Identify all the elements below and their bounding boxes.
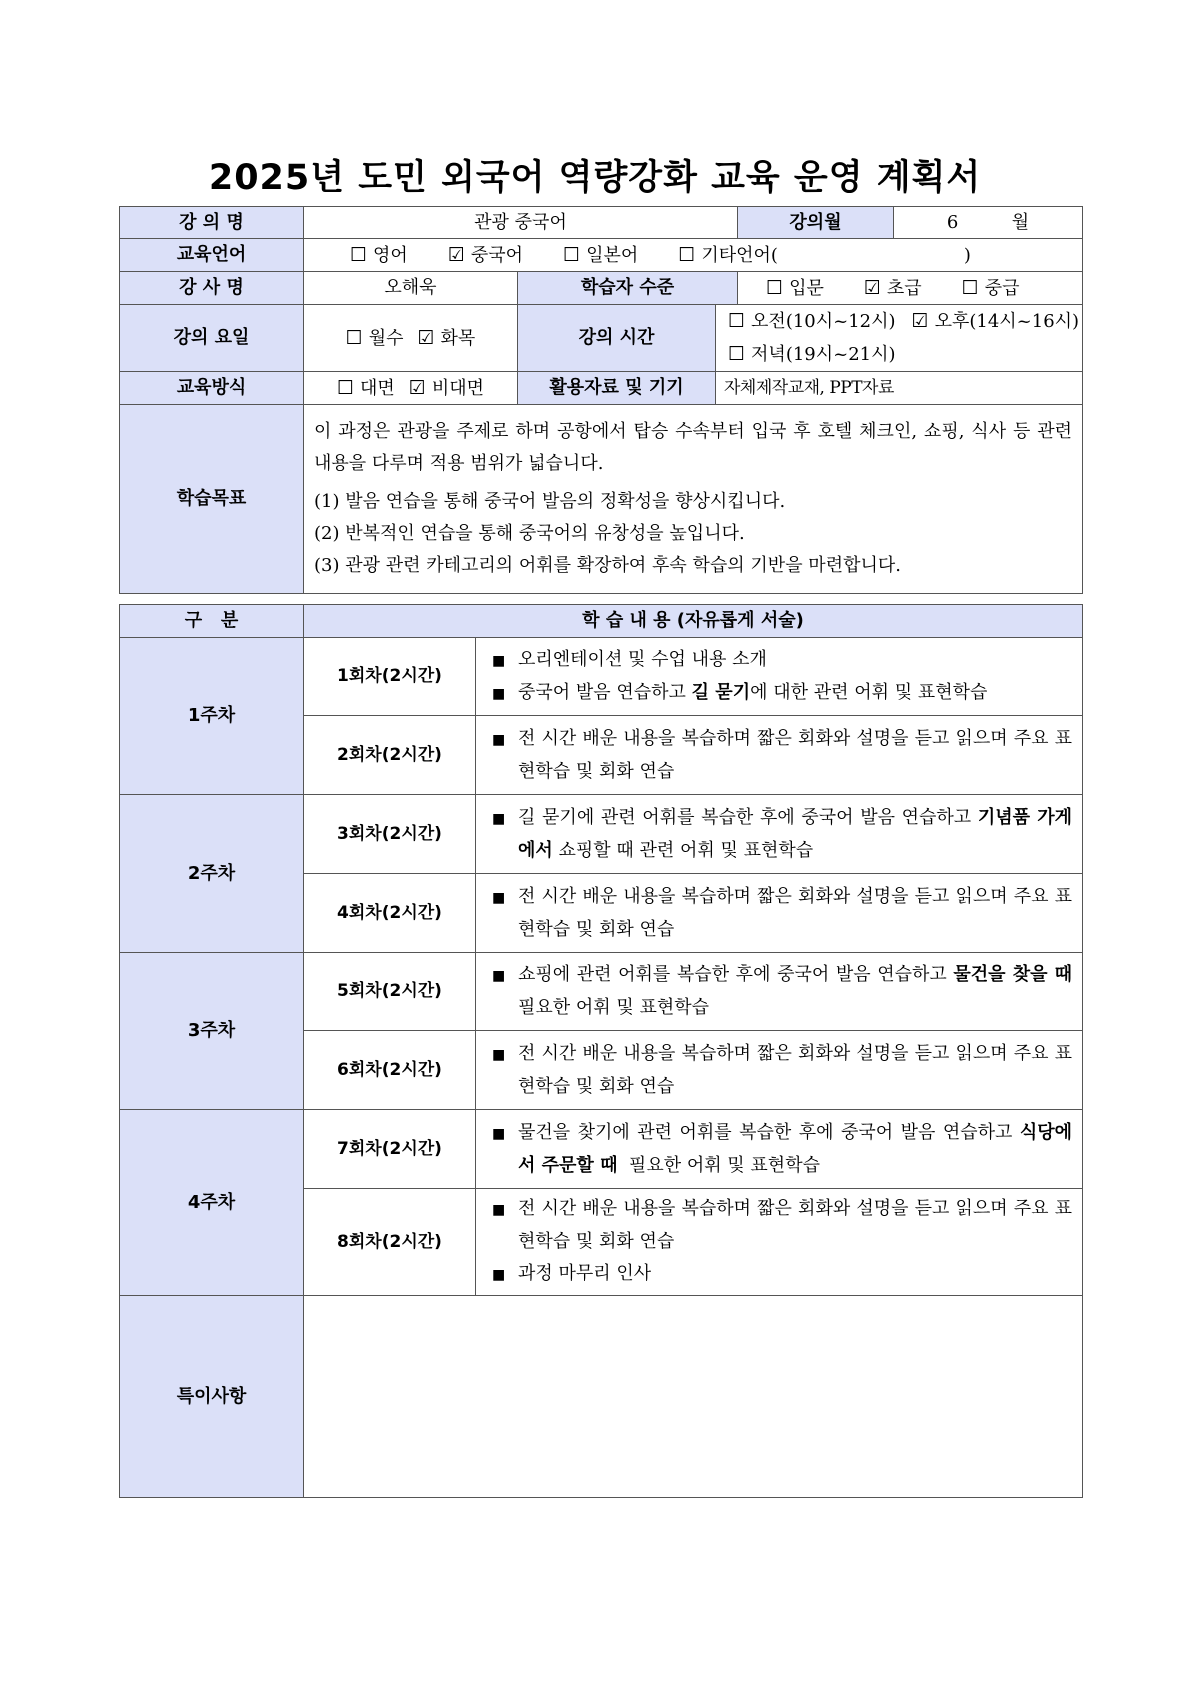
languages-option[interactable] [448, 244, 523, 267]
times-option[interactable] [912, 305, 1080, 338]
session-label: 5회차(2시간) [304, 953, 476, 1031]
content-text: 전 시간 배운 내용을 복습하며 짧은 회화와 설명을 듣고 읽으며 주요 표현학습 및 회화 연습 [518, 885, 1073, 940]
session-content [476, 795, 1083, 874]
instructor-label: 강 사 명 [120, 272, 304, 305]
square-bullet-icon: ■ [492, 731, 506, 748]
course-name-label: 강 의 명 [120, 207, 304, 239]
content-emphasis: 식당에서 주문할 때 [518, 1121, 1073, 1176]
goal-item: (1) 발음 연습을 통해 중국어 발음의 정확성을 향상시킵니다. [314, 491, 786, 512]
checked-box-icon[interactable]: ☑ [863, 276, 881, 299]
days-label: 강의 요일 [120, 305, 304, 372]
month-number: 6 [946, 211, 959, 233]
content-text: 과정 마무리 인사 [518, 1263, 652, 1284]
session-content [476, 874, 1083, 953]
days-option-label: 화목 [440, 327, 476, 349]
days-option[interactable] [418, 327, 476, 350]
session-label: 8회차(2시간) [304, 1189, 476, 1296]
languages-option[interactable] [350, 244, 408, 267]
content-text: 길 묻기에 관련 어휘를 복습한 후에 중국어 발음 연습하고 [518, 806, 978, 828]
methods-option-label: 비대면 [431, 377, 485, 399]
unchecked-box-icon[interactable]: ☐ [336, 376, 355, 399]
content-bullet-item [476, 959, 1082, 1024]
unchecked-box-icon[interactable]: ☐ [350, 243, 368, 266]
content-bullet-item [476, 1117, 1082, 1182]
languages-option[interactable] [563, 244, 638, 267]
levels-option[interactable] [962, 277, 1020, 300]
time-options [716, 305, 1083, 372]
methods-option-label: 대면 [360, 377, 395, 399]
times-option[interactable] [728, 338, 896, 371]
week-label: 1주차 [120, 638, 304, 795]
session-row [120, 795, 1083, 874]
level-options [738, 272, 1083, 305]
session-content [476, 953, 1083, 1031]
session-label: 2회차(2시간) [304, 716, 476, 795]
document-title: 2025년 도민 외국어 역량강화 교육 운영 계획서 [208, 158, 982, 198]
languages-option[interactable] [678, 244, 778, 267]
days-options [304, 305, 518, 372]
checked-box-icon[interactable]: ☑ [911, 310, 929, 332]
content-text-tail: 필요한 어휘 및 표현학습 [518, 964, 1078, 1018]
month-value [894, 207, 1083, 239]
methods-option[interactable] [337, 377, 395, 400]
unchecked-box-icon[interactable]: ☐ [766, 276, 784, 299]
times-option-label: 저녁(19시~21시) [751, 344, 896, 365]
square-bullet-icon: ■ [492, 810, 506, 827]
unchecked-box-icon[interactable]: ☐ [678, 243, 696, 266]
course-info-table [119, 206, 1083, 594]
week-label: 2주차 [120, 795, 304, 953]
content-bullet-item [476, 1258, 1082, 1291]
times-option-label: 오후(14시~16시) [934, 311, 1080, 332]
days-option-label: 월수 [368, 327, 404, 349]
session-content [476, 1110, 1083, 1189]
session-row [120, 1110, 1083, 1189]
square-bullet-icon: ■ [492, 652, 506, 669]
month-unit: 월 [1011, 211, 1030, 233]
languages-option-label: 중국어 [470, 244, 524, 266]
content-bullet-item [476, 802, 1082, 867]
unchecked-box-icon[interactable]: ☐ [345, 326, 363, 349]
language-label: 교육언어 [120, 239, 304, 272]
content-bullet-item [476, 1038, 1082, 1103]
languages-option-label: 일본어 [586, 244, 639, 266]
levels-option-label: 중급 [984, 277, 1020, 299]
content-text: 전 시간 배운 내용을 복습하며 짧은 회화와 설명을 듣고 읽으며 주요 표현학습 및 회화 연습 [518, 727, 1073, 782]
instructor-value: 오해욱 [304, 272, 518, 305]
session-content [476, 1031, 1083, 1110]
session-label: 1회차(2시간) [304, 638, 476, 716]
content-emphasis: 기념품 가게에서 [518, 806, 1073, 861]
session-label: 3회차(2시간) [304, 795, 476, 874]
category-header: 구 분 [120, 605, 304, 638]
content-text: 중국어 발음 연습하고 [518, 681, 692, 703]
content-text: 쇼핑에 관련 어휘를 복습한 후에 중국어 발음 연습하고 [518, 964, 954, 985]
levels-option[interactable] [766, 277, 824, 300]
languages-option-label: 영어 [373, 244, 408, 266]
content-text-tail: 쇼핑할 때 관련 어휘 및 표현학습 [552, 839, 814, 861]
course-name-value: 관광 중국어 [304, 207, 738, 239]
checked-box-icon[interactable]: ☑ [408, 376, 426, 399]
methods-option[interactable] [409, 377, 484, 400]
materials-label: 활용자료 및 기기 [518, 372, 716, 405]
levels-option-label: 입문 [789, 277, 824, 299]
language-other-close: ) [963, 244, 971, 266]
level-label: 학습자 수준 [518, 272, 738, 305]
unchecked-box-icon[interactable]: ☐ [961, 276, 979, 299]
square-bullet-icon: ■ [492, 685, 506, 702]
goal-intro: 이 과정은 관광을 주제로 하며 공항에서 탑승 수속부터 입국 후 호텔 체크인, 쇼핑, 식사 등 관련 내용을 다루며 적용 범위가 넓습니다. [314, 421, 1073, 474]
content-text: 전 시간 배운 내용을 복습하며 짧은 회화와 설명을 듣고 읽으며 주요 표현학습 및 회화 연습 [518, 1042, 1073, 1097]
content-bullet-item [476, 881, 1082, 946]
content-text: 물건을 찾기에 관련 어휘를 복습한 후에 중국어 발음 연습하고 [518, 1121, 1020, 1143]
times-option[interactable] [728, 305, 896, 338]
notes-label: 특이사항 [120, 1296, 304, 1498]
content-text-tail: 필요한 어휘 및 표현학습 [617, 1154, 820, 1176]
notes-value [304, 1296, 1083, 1498]
square-bullet-icon: ■ [492, 889, 506, 906]
content-text-tail: 에 대한 관련 어휘 및 표현학습 [750, 681, 988, 703]
content-bullet-item [476, 1193, 1082, 1258]
square-bullet-icon: ■ [492, 1202, 506, 1218]
time-label: 강의 시간 [518, 305, 716, 372]
session-label: 4회차(2시간) [304, 874, 476, 953]
checked-box-icon[interactable]: ☑ [417, 326, 435, 349]
unchecked-box-icon[interactable]: ☐ [728, 343, 746, 365]
content-emphasis: 길 묻기 [691, 681, 751, 703]
week-label: 3주차 [120, 953, 304, 1110]
levels-option-label: 초급 [886, 277, 922, 299]
checked-box-icon[interactable]: ☑ [447, 243, 465, 266]
session-content [476, 1189, 1083, 1296]
language-options [304, 239, 1083, 272]
notes-row [120, 1296, 1083, 1498]
week-label: 4주차 [120, 1110, 304, 1296]
days-option[interactable] [346, 327, 404, 350]
unchecked-box-icon[interactable]: ☐ [563, 243, 581, 266]
square-bullet-icon: ■ [492, 968, 506, 984]
session-content [476, 716, 1083, 795]
session-label: 6회차(2시간) [304, 1031, 476, 1110]
month-label: 강의월 [738, 207, 894, 239]
square-bullet-icon: ■ [492, 1125, 506, 1142]
content-text: 오리엔테이션 및 수업 내용 소개 [518, 648, 767, 670]
goal-item: (3) 관광 관련 카테고리의 어휘를 확장하여 후속 학습의 기반을 마련합니다. [314, 555, 901, 576]
content-text: 전 시간 배운 내용을 복습하며 짧은 회화와 설명을 듣고 읽으며 주요 표현학습 및 회화 연습 [518, 1198, 1073, 1252]
levels-option[interactable] [864, 277, 922, 300]
method-options [304, 372, 518, 405]
goal-content [304, 405, 1083, 594]
materials-value: 자체제작교재, PPT자료 [716, 372, 1083, 405]
session-row [120, 953, 1083, 1031]
times-option-label: 오전(10시~12시) [751, 311, 896, 332]
unchecked-box-icon[interactable]: ☐ [728, 310, 746, 332]
schedule-table [119, 604, 1083, 1498]
goal-item: (2) 반복적인 연습을 통해 중국어의 유창성을 높입니다. [314, 523, 745, 544]
content-bullet-item [476, 644, 1082, 677]
session-label: 7회차(2시간) [304, 1110, 476, 1189]
square-bullet-icon: ■ [492, 1267, 506, 1283]
languages-option-label: 기타언어( [701, 244, 778, 266]
goal-label: 학습목표 [120, 405, 304, 594]
goal-list [314, 486, 1072, 582]
content-header: 학 습 내 용 (자유롭게 서술) [304, 605, 1083, 638]
content-bullet-item [476, 677, 1082, 710]
square-bullet-icon: ■ [492, 1046, 506, 1063]
content-bullet-item [476, 723, 1082, 788]
method-label: 교육방식 [120, 372, 304, 405]
session-content [476, 638, 1083, 716]
session-row [120, 638, 1083, 716]
content-emphasis: 물건을 찾을 때 [953, 964, 1073, 985]
